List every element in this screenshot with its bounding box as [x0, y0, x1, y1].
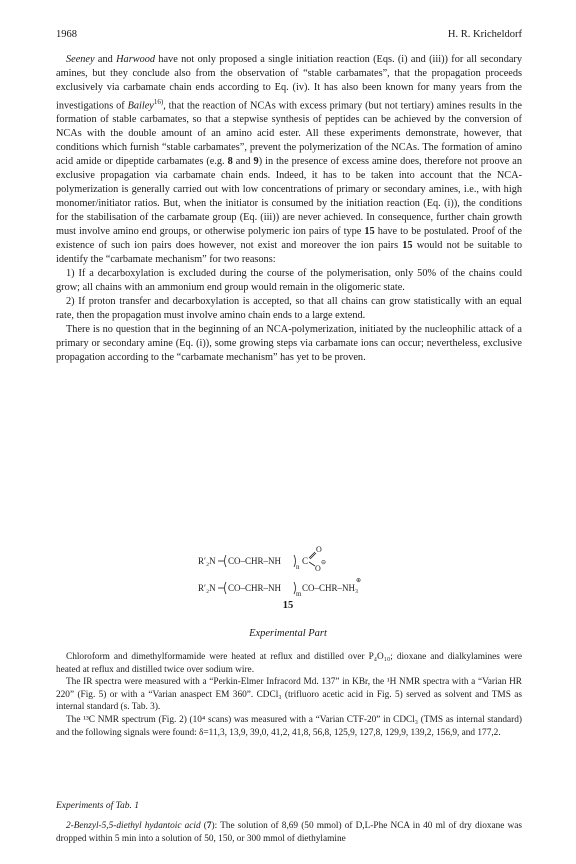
- compound-name: 2-Benzyl-5,5-diethyl hydantoic acid: [66, 821, 201, 831]
- formula-end-group: CO–CHR–NH₃: [302, 583, 359, 593]
- oxygen-top: O: [316, 545, 322, 554]
- experimental-paragraph-1: Chloroform and dimethylformamide were heated at reflux and distilled over P₄O₁₀; dioxane and dialkylamines were heated at reflux and distilled twice over sodium wire.: [56, 652, 522, 675]
- compound-15: 15: [364, 226, 375, 238]
- formula-r2n-2: R′₂N: [198, 583, 216, 593]
- experimental-paragraph-3: The ¹³C NMR spectrum (Fig. 2) (10⁴ scans) was measured with a “Varian CTF-20” in CDCl₃ (TMS as internal standard) and the following signals were found: δ=11,3, 13,9, 39,0, 41,2, 41,8, 56,8, 125,9, 127,8, 129,9, 139,2, 156,9, and 177,2.: [56, 714, 522, 738]
- text-fragment: , that the reaction of NCAs with excess primary (but not tertiary) amines results in the formation of stable carbamates, so that a stepwise synthesis of peptides can be achieved by the conversion of NCAs with the double amount of an amino acid ester. All these experiments demonstrate, however, that conditions which furnish “stable carbamates”, prevent the polymerization of the NCAs. The formation of amino acid amide or dipeptide carbamates (e.g.: [56, 100, 522, 168]
- paragraph-4: There is no question that in the beginning of an NCA-polymerization, initiated by the nucleophilic attack of a primary or secondary amine (Eq. (i)), some growing steps via carbamate ions can occur; nevertheless, exclusive propagation according to the “carbamate mechanism” has yet to be proven.: [56, 324, 522, 364]
- compound-label: 15: [282, 600, 294, 611]
- experimental-paragraph-2: The IR spectra were measured with a “Perkin-Elmer Infracord Md. 137” in KBr, the ¹H NMR spectra with a “Varian HR 220” (Fig. 5) or with a “Varian anaspect EM 360”. CDCl₃ (trifluoro acetic acid in Fig. 5) served as solvent and TMS as internal standard (s. Tab. 3).: [56, 677, 522, 713]
- subscript-m: m: [296, 590, 302, 598]
- main-text: [56, 53, 522, 365]
- text-fragment: have to be postulated. Proof of the existence of such ion pairs does however, not exist and moreover the ion pairs: [56, 226, 522, 252]
- paragraph-3: 2) If proton transfer and decarboxylation is accepted, so that all chains can grow statistically with an equal rate, then the propagation must involve amino chain ends to a large extend.: [56, 296, 522, 322]
- running-header-author: H. R. Kricheldorf: [447, 29, 522, 40]
- page-number: 1968: [56, 29, 77, 40]
- text-fragment: ) in the presence of excess amine does, therefore not proove an exclusive propagation via carbamate chain ends. Indeed, it has to be taken into account that the NCA-polymerization is generally carried out with low concentrations of primary or secondary amines, i.e., with high monomer/initiator ratios. But, when the initiator is consumed by the initiation reaction (Eq. (i)), the conditions for the stabilisation of the carbamate group (Eq. (iii)) are never achieved. In consequence, further chain growth must involve amino end groups, or otherwise polymeric ion pairs of type: [56, 156, 523, 238]
- compound-15: 15: [402, 240, 413, 252]
- text-fragment: and: [94, 54, 117, 65]
- formula-r2n-1: R′₂N: [198, 556, 216, 566]
- text-fragment: have not only proposed a single initiation reaction (Eqs. (i) and (iii)) for all secondary amines, but they conclude also from the observation of “stable carbamates”, that the propagation proceeds exclusively via carbamate chain ends according to Eq. (iv). It has also been known for many years from the investigations of: [56, 54, 523, 112]
- procedure-paragraph: 2-Benzyl-5,5-diethyl hydantoic acid (7): The solution of 8,69 (50 mmol) of D,L-Phe NCA in 40 ml of dry dioxane was dropped within 5 min into a solution of 50, 150, or 300 mmol of diethylamine: [56, 821, 523, 844]
- compound-9: 9: [253, 156, 259, 168]
- author-seeney: Seeney: [66, 54, 95, 65]
- section-title: Experimental Part: [249, 628, 327, 639]
- oxygen-bottom: O: [315, 564, 321, 573]
- compound-7: 7: [206, 821, 212, 831]
- negative-charge: ⊖: [321, 560, 327, 566]
- paragraph-1: [56, 53, 522, 267]
- experimental-text: [56, 651, 522, 739]
- subsection-heading: Experiments of Tab. 1: [56, 801, 140, 811]
- subscript-n: n: [296, 563, 300, 571]
- paragraph-2: 1) If a decarboxylation is excluded during the course of the polymerisation, only 50% of the chains could grow; all chains with an ammonium end group would remain in the oligomeric state.: [56, 268, 522, 294]
- compound-8: 8: [227, 156, 233, 168]
- text-fragment: : The solution of 8,69 (50 mmol) of D,L-Phe NCA in 40 ml of dry dioxane was dropped within 5 min into a solution of 50, 150, or 300 mmol of diethylamine: [56, 821, 523, 844]
- reference-marker: 16): [153, 98, 164, 106]
- formula-carbon: C: [302, 556, 309, 566]
- text-fragment: and: [232, 156, 254, 168]
- text-fragment: would not be suitable to identify the “carbamate mechanism” for two reasons:: [56, 240, 522, 266]
- bracket-left: [225, 555, 227, 567]
- positive-charge: ⊕: [356, 578, 362, 584]
- formula-repeat-unit-2: CO–CHR–NH: [228, 583, 282, 593]
- procedure-text: [56, 820, 522, 845]
- formula-repeat-unit-1: CO–CHR–NH: [228, 556, 282, 566]
- formula-drawing: [196, 544, 376, 604]
- author-bailey: Bailey: [127, 100, 154, 112]
- bracket-left: [225, 582, 227, 594]
- author-harwood: Harwood: [116, 54, 156, 65]
